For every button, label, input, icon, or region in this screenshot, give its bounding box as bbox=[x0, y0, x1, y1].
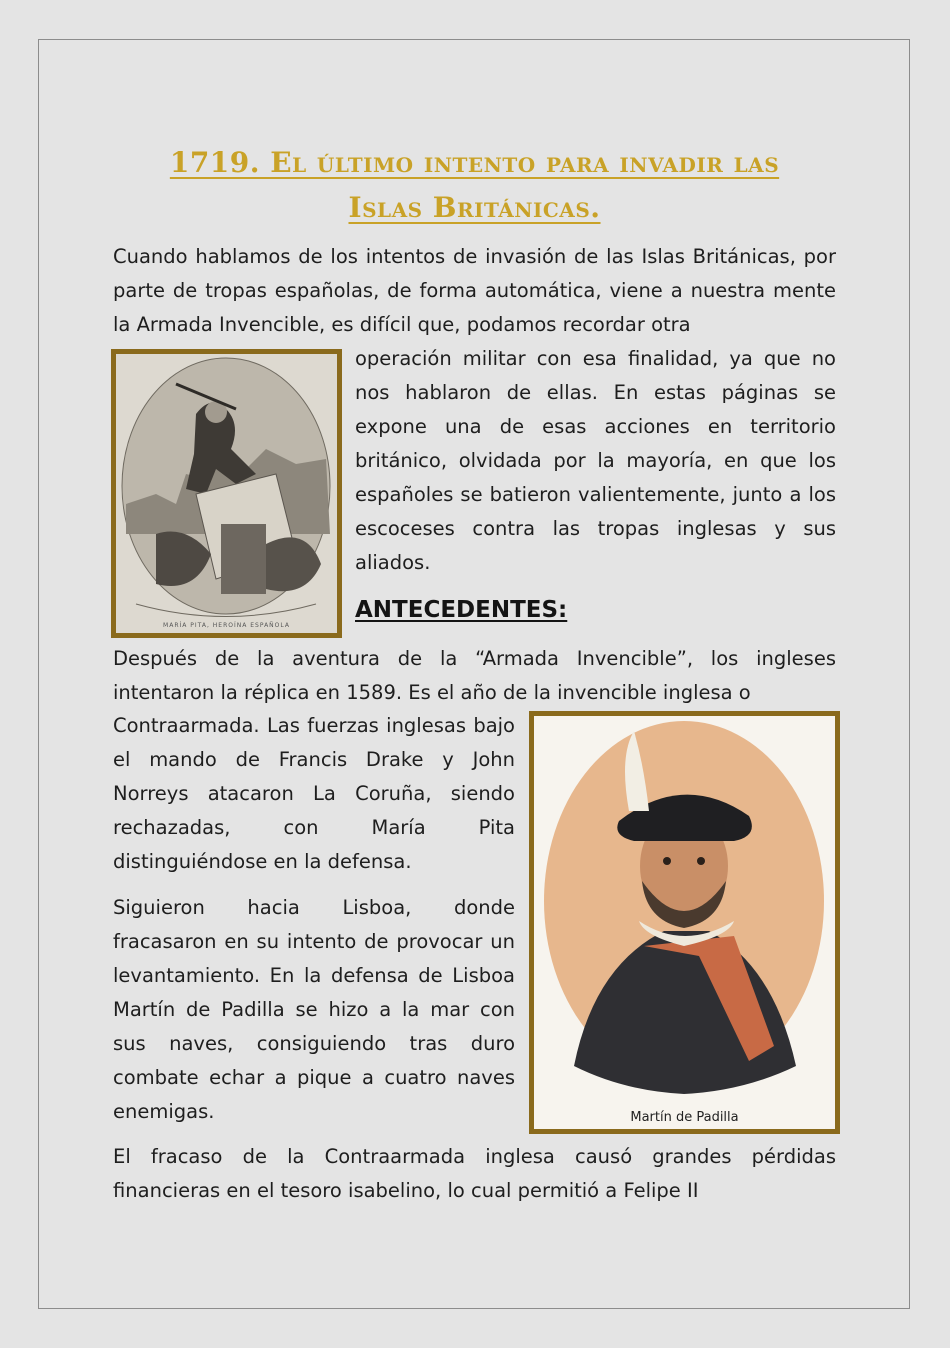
closing-paragraph: El fracaso de la Contraarmada inglesa causó grandes pérdidas financieras en el tesoro isabelino, lo cual permitió a Felipe II bbox=[113, 1145, 836, 1202]
contraarmada-paragraph: Contraarmada. Las fuerzas inglesas bajo el mando de Francis Drake y John Norreys atacaron La Coruña, siendo rechazadas, con María Pita distinguiéndose en la defensa. bbox=[113, 714, 515, 873]
page-title bbox=[113, 140, 836, 230]
maria-pita-illustration-icon bbox=[116, 354, 337, 633]
maria-pita-caption: MARÍA PITA, HEROÍNA ESPAÑOLA bbox=[163, 622, 290, 629]
section-heading-antecedentes: ANTECEDENTES: bbox=[355, 597, 568, 623]
maria-pita-engraving bbox=[111, 349, 342, 638]
title-line-2: Islas Británicas. bbox=[348, 191, 601, 224]
intro-paragraph-beside-image: operación militar con esa finalidad, ya que no nos hablaron de ellas. En estas páginas se expone una de esas acciones en territorio británico, olvidada por la mayoría, en que los españoles se batieron valientemente, junto a los escoceses contra las tropas inglesas y sus aliados. bbox=[355, 347, 836, 574]
padilla-caption: Martín de Padilla bbox=[630, 1110, 739, 1125]
title-line-1: 1719. El último intento para invadir las bbox=[169, 146, 780, 179]
martin-de-padilla-portrait-icon bbox=[534, 716, 835, 1129]
lisboa-paragraph: Siguieron hacia Lisboa, donde fracasaron en su intento de provocar un levantamiento. En la defensa de Lisboa Martín de Padilla se hizo a la mar con sus naves, consiguiendo tras duro combate echar a pique a cuatro naves enemigas. bbox=[113, 896, 515, 1123]
intro-paragraph: Cuando hablamos de los intentos de invasión de las Islas Británicas, por parte de tropas españolas, de forma automática, viene a nuestra mente la Armada Invencible, es difícil que, podamos recordar otra bbox=[113, 245, 836, 336]
martin-de-padilla-portrait bbox=[529, 711, 840, 1134]
antecedentes-paragraph: Después de la aventura de la “Armada Invencible”, los ingleses intentaron la réplica en 1589. Es el año de la invencible inglesa o bbox=[113, 647, 836, 704]
